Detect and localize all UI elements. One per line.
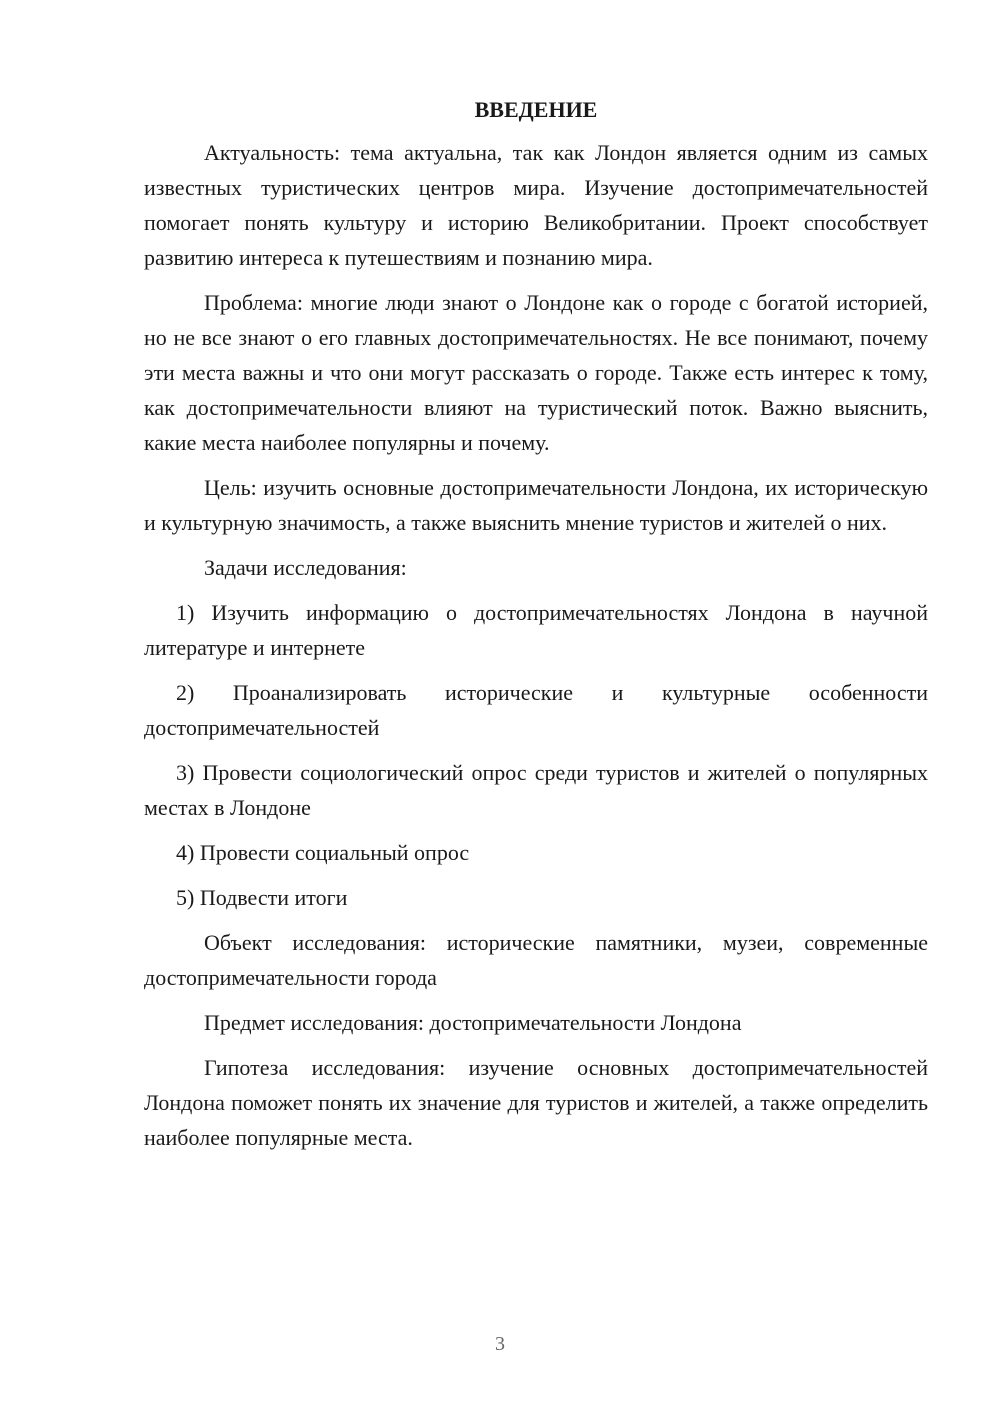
hypothesis-paragraph: Гипотеза исследования: изучение основных достопримечательностей Лондона поможет понять их значение для туристов и жителей, а также определить наиболее популярные места. [144, 1055, 928, 1150]
problem-paragraph: Проблема: многие люди знают о Лондоне как о городе с богатой историей, но не все знают о его главных достопримечательностях. Не все понимают, почему эти места важны и что они могут рассказать о городе. Также есть интерес к тому, как достопримечательности влияют на туристический поток. Важно выяснить, какие места наиболее популярны и почему. [144, 290, 928, 455]
task-item-5: 5) Подвести итоги [176, 885, 348, 910]
page-number: 3 [495, 1333, 505, 1355]
page-title: ВВЕДЕНИЕ [474, 97, 598, 122]
task-item-3: 3) Провести социологический опрос среди туристов и жителей о популярных местах в Лондоне [144, 760, 928, 820]
subject-paragraph: Предмет исследования: достопримечательности Лондона [204, 1010, 742, 1035]
goal-paragraph: Цель: изучить основные достопримечательности Лондона, их историческую и культурную значимость, а также выяснить мнение туристов и жителей о них. [144, 475, 928, 535]
task-item-1: 1) Изучить информацию о достопримечательностях Лондона в научной литературе и интернете [144, 600, 928, 660]
task-item-2: 2) Проанализировать исторические и культурные особенности достопримечательностей [144, 680, 928, 740]
tasks-heading: Задачи исследования: [204, 555, 407, 580]
task-item-4: 4) Провести социальный опрос [176, 840, 470, 865]
page-content [144, 95, 928, 1155]
relevance-paragraph: Актуальность: тема актуальна, так как Лондон является одним из самых известных туристических центров мира. Изучение достопримечательностей помогает понять культуру и историю Великобритании. Проект способствует развитию интереса к путешествиям и познанию мира. [144, 140, 928, 270]
object-paragraph: Объект исследования: исторические памятники, музеи, современные достопримечательности города [144, 930, 928, 990]
